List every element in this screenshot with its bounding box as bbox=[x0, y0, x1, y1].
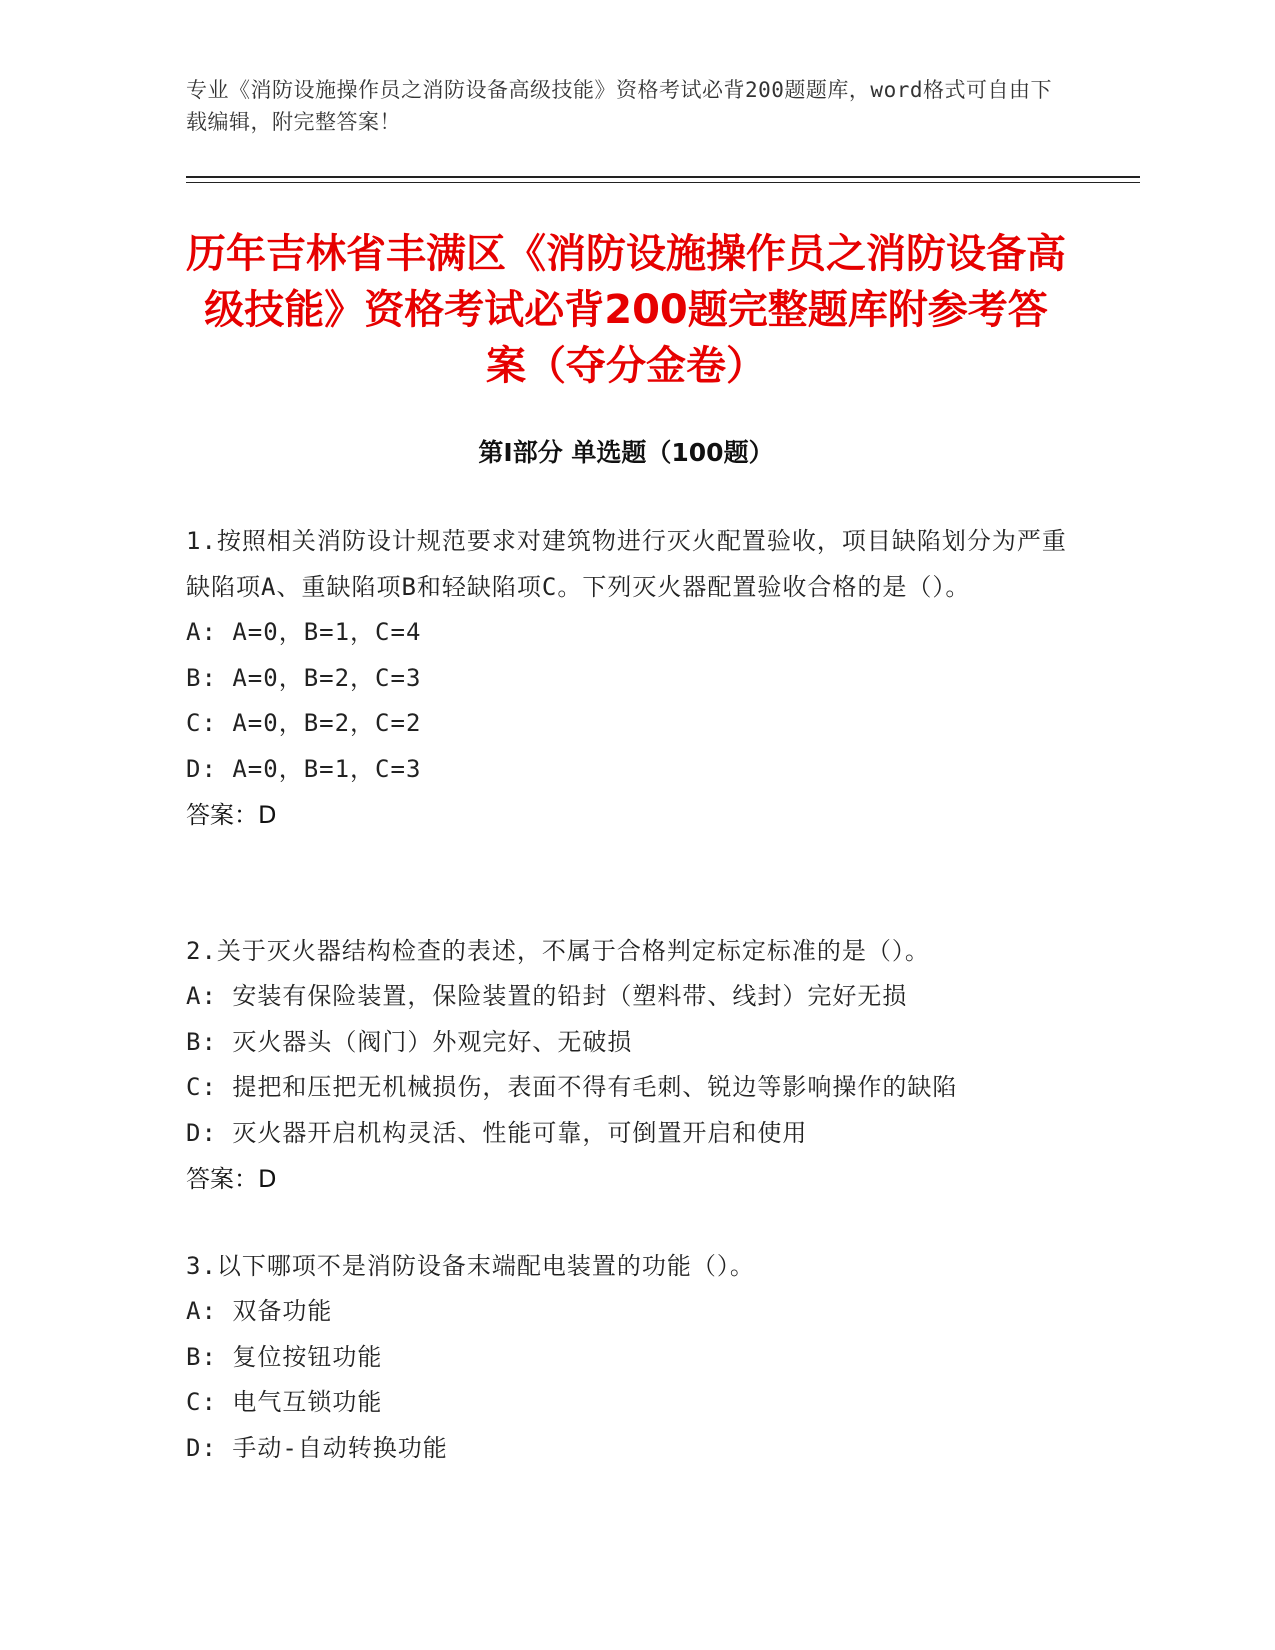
option-d: D: 手动-自动转换功能 bbox=[186, 1433, 448, 1462]
document-title: 历年吉林省丰满区《消防设施操作员之消防设备高级技能》资格考试必背200题完整题库附参考答案（夺分金卷） bbox=[186, 231, 1066, 389]
header-divider-thin bbox=[186, 182, 1140, 183]
option-c: C: 提把和压把无机械损伤，表面不得有毛刺、锐边等影响操作的缺陷 bbox=[186, 1073, 958, 1101]
header-note: 专业《消防设施操作员之消防设备高级技能》资格考试必背200题题库，word格式可自由下载编辑，附完整答案！ bbox=[186, 78, 1052, 134]
option-b: B: A=0，B=2，C=3 bbox=[186, 663, 422, 692]
question-2 bbox=[186, 928, 1076, 1202]
option-a: A: 安装有保险装置，保险装置的铅封（塑料带、线封）完好无损 bbox=[186, 982, 908, 1010]
question-stem: 3.以下哪项不是消防设备末端配电装置的功能（）。 bbox=[186, 1252, 755, 1280]
option-d: D: 灭火器开启机构灵活、性能可靠，可倒置开启和使用 bbox=[186, 1118, 808, 1147]
option-b: B: 灭火器头（阀门）外观完好、无破损 bbox=[186, 1027, 633, 1056]
option-a: A: 双备功能 bbox=[186, 1297, 333, 1325]
option-c: C: 电气互锁功能 bbox=[186, 1388, 383, 1416]
section-title: 第Ⅰ部分 单选题（100题） bbox=[478, 438, 774, 467]
answer: 答案：D bbox=[186, 801, 277, 829]
option-c: C: A=0，B=2，C=2 bbox=[186, 709, 422, 737]
option-b: B: 复位按钮功能 bbox=[186, 1342, 383, 1371]
question-stem: 1.按照相关消防设计规范要求对建筑物进行灭火配置验收，项目缺陷划分为严重缺陷项A、重缺陷项B和轻缺陷项C。下列灭火器配置验收合格的是（）。 bbox=[186, 527, 1067, 601]
answer: 答案：D bbox=[186, 1165, 277, 1193]
question-1 bbox=[186, 518, 1076, 838]
header-divider-thick bbox=[186, 176, 1140, 178]
question-stem: 2.关于灭火器结构检查的表述，不属于合格判定标定标准的是（）。 bbox=[186, 937, 930, 965]
option-a: A: A=0，B=1，C=4 bbox=[186, 618, 422, 646]
question-3 bbox=[186, 1243, 1076, 1471]
option-d: D: A=0，B=1，C=3 bbox=[186, 754, 422, 783]
